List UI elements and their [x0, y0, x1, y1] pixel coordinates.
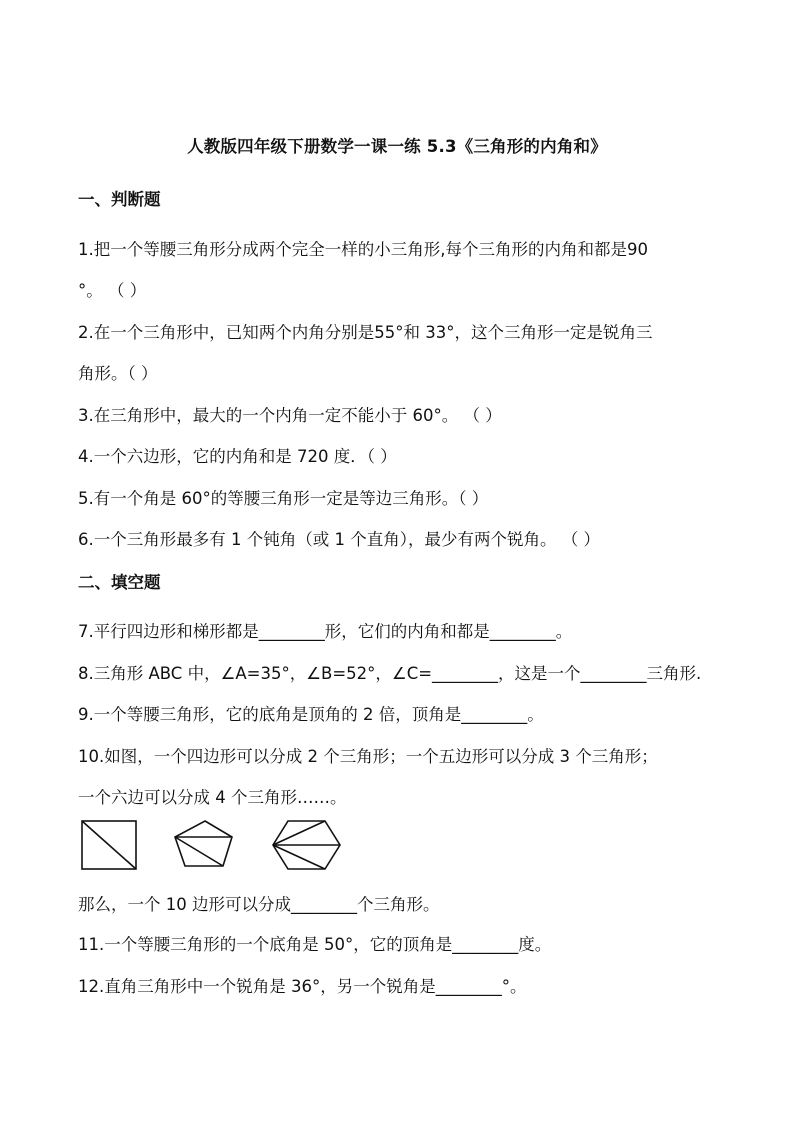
- page-title: 人教版四年级下册数学一课一练 5.3《三角形的内角和》: [187, 137, 607, 156]
- question-10-line-2: 一个六边可以分成 4 个三角形……。: [78, 788, 347, 807]
- question-1-line-2: °。 （ ）: [78, 281, 147, 300]
- question-5: 5.有一个角是 60°的等腰三角形一定是等边三角形。（ ）: [78, 489, 489, 508]
- question-6: 6.一个三角形最多有 1 个钝角（或 1 个直角），最少有两个锐角。 （ ）: [78, 530, 600, 549]
- question-2-line-1: 2.在一个三角形中，已知两个内角分别是55°和 33°，这个三角形一定是锐角三: [78, 323, 653, 342]
- section-heading-fill-blank: 二、填空题: [78, 573, 161, 592]
- question-4: 4.一个六边形，它的内角和是 720 度．（ ）: [78, 447, 397, 466]
- section-heading-true-false: 一、判断题: [78, 190, 161, 209]
- quadrilateral-figure: [82, 821, 136, 869]
- question-7: 7.平行四边形和梯形都是________形，它们的内角和都是________。: [78, 622, 573, 641]
- polygon-figures: [78, 817, 348, 873]
- question-8: 8.三角形 ABC 中，∠A=35°，∠B=52°，∠C=________，这是一个________三角形.: [78, 664, 702, 683]
- question-10-line-3: 那么，一个 10 边形可以分成________个三角形。: [78, 895, 440, 914]
- question-10-line-1: 10.如图，一个四边形可以分成 2 个三角形；一个五边形可以分成 3 个三角形；: [78, 747, 658, 766]
- question-2-line-2: 角形。（ ）: [78, 364, 158, 383]
- hexagon-figure: [273, 821, 340, 869]
- question-3: 3.在三角形中，最大的一个内角一定不能小于 60°。 （ ）: [78, 406, 502, 425]
- question-11: 11.一个等腰三角形的一个底角是 50°，它的顶角是________度。: [78, 935, 552, 954]
- question-9: 9.一个等腰三角形，它的底角是顶角的 2 倍，顶角是________。: [78, 705, 544, 724]
- pentagon-figure: [175, 821, 232, 866]
- question-1-line-1: 1.把一个等腰三角形分成两个完全一样的小三角形,每个三角形的内角和都是90: [78, 240, 648, 259]
- question-12: 12.直角三角形中一个锐角是 36°，另一个锐角是________°。: [78, 977, 527, 996]
